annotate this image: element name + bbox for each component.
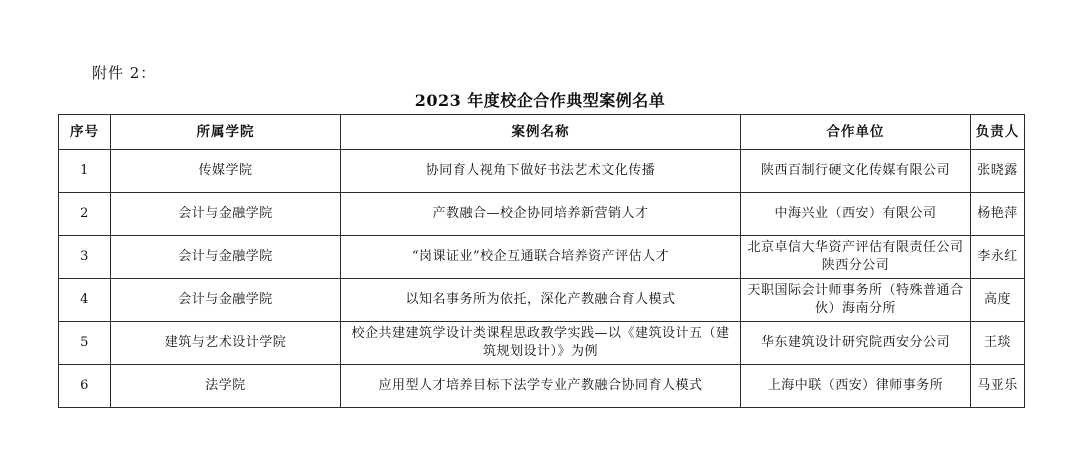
cell-college: 法学院 — [111, 365, 341, 408]
column-header-seq: 序号 — [59, 115, 111, 150]
cell-partner: 上海中联（西安）律师事务所 — [741, 365, 971, 408]
cell-head: 高度 — [971, 279, 1025, 322]
table-header-row — [59, 115, 1025, 150]
cell-partner: 中海兴业（西安）有限公司 — [741, 193, 971, 236]
cell-seq: 4 — [59, 279, 111, 322]
table-container — [58, 114, 1024, 408]
table-row — [59, 365, 1025, 408]
cell-case: 以知名事务所为依托，深化产教融合育人模式 — [341, 279, 741, 322]
cell-head: 马亚乐 — [971, 365, 1025, 408]
cell-seq: 5 — [59, 322, 111, 365]
cell-head: 杨艳萍 — [971, 193, 1025, 236]
cell-college: 建筑与艺术设计学院 — [111, 322, 341, 365]
cell-partner: 陕西百制行硬文化传媒有限公司 — [741, 150, 971, 193]
column-header-head: 负责人 — [971, 115, 1025, 150]
table-row — [59, 236, 1025, 279]
cell-partner: 北京卓信大华资产评估有限责任公司陕西分公司 — [741, 236, 971, 279]
cell-partner: 天职国际会计师事务所（特殊普通合伙）海南分所 — [741, 279, 971, 322]
cell-case: 应用型人才培养目标下法学专业产教融合协同育人模式 — [341, 365, 741, 408]
cell-seq: 3 — [59, 236, 111, 279]
cell-head: 张晓露 — [971, 150, 1025, 193]
table-row — [59, 322, 1025, 365]
column-header-college: 所属学院 — [111, 115, 341, 150]
column-header-partner: 合作单位 — [741, 115, 971, 150]
cell-head: 李永红 — [971, 236, 1025, 279]
cell-case: “岗课证业”校企互通联合培养资产评估人才 — [341, 236, 741, 279]
table-row — [59, 150, 1025, 193]
cell-partner: 华东建筑设计研究院西安分公司 — [741, 322, 971, 365]
cell-college: 会计与金融学院 — [111, 236, 341, 279]
case-list-table — [58, 114, 1025, 408]
table-body — [59, 150, 1025, 408]
cell-case: 协同育人视角下做好书法艺术文化传播 — [341, 150, 741, 193]
cell-college: 会计与金融学院 — [111, 193, 341, 236]
cell-seq: 2 — [59, 193, 111, 236]
cell-seq: 6 — [59, 365, 111, 408]
table-row — [59, 279, 1025, 322]
cell-college: 传媒学院 — [111, 150, 341, 193]
cell-college: 会计与金融学院 — [111, 279, 341, 322]
cell-case: 产教融合—校企协同培养新营销人才 — [341, 193, 741, 236]
page-title: 2023 年度校企合作典型案例名单 — [414, 91, 666, 110]
cell-head: 王琰 — [971, 322, 1025, 365]
column-header-case: 案例名称 — [341, 115, 741, 150]
table-header — [59, 115, 1025, 150]
cell-seq: 1 — [59, 150, 111, 193]
attachment-label: 附件 2： — [92, 64, 157, 82]
table-row — [59, 193, 1025, 236]
cell-case: 校企共建建筑学设计类课程思政教学实践—以《建筑设计五（建筑规划设计）》为例 — [341, 322, 741, 365]
